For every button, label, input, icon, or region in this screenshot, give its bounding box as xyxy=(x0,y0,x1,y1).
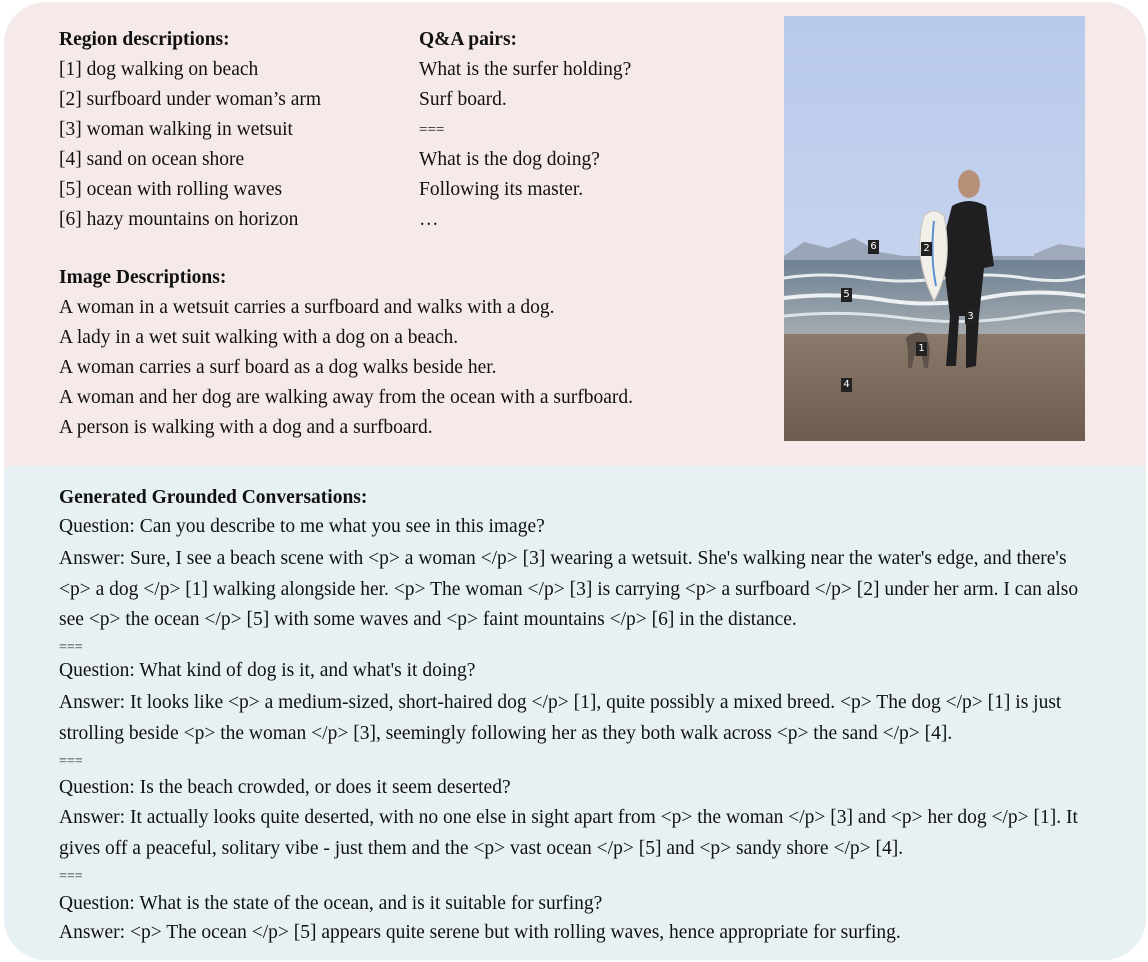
conversation-separator: === xyxy=(59,869,83,884)
conversation-answer: Answer: <p> The ocean </p> [5] appears quite serene but with rolling waves, hence appropriate for surfing. xyxy=(59,922,901,943)
region-item: [4] sand on ocean shore xyxy=(59,149,245,170)
qa-heading: Q&A pairs: xyxy=(419,29,518,50)
conversation-answer: Answer: It looks like <p> a medium-sized, short-haired dog </p> [1], quite possibly a mixed breed. <p> The dog </p> [1] is just strolling beside <p> the woman </p> [3], seemingly following her as they both walk across <p> the sand </p> [4]. xyxy=(59,692,1062,744)
qa-line: What is the surfer holding? xyxy=(419,59,632,80)
image-desc-item: A woman and her dog are walking away from the ocean with a surfboard. xyxy=(59,387,633,408)
image-desc-item: A person is walking with a dog and a surfboard. xyxy=(59,417,433,438)
region-tag: 5 xyxy=(841,288,852,302)
region-item: [6] hazy mountains on horizon xyxy=(59,209,299,230)
image-desc-item: A woman carries a surf board as a dog walks beside her. xyxy=(59,357,497,378)
conversation-separator: === xyxy=(59,640,83,655)
region-tag: 6 xyxy=(868,240,879,254)
region-item: [2] surfboard under woman’s arm xyxy=(59,89,322,110)
conversation-answer: Answer: It actually looks quite deserted, with no one else in sight apart from <p> the woman </p> [3] and <p> her dog </p> [1]. It gives off a peaceful, solitary vibe - just them and the <p> vast ocean </p> [5] and <p> sandy shore </p> [4]. xyxy=(59,807,1078,859)
conversation-question: Question: What is the state of the ocean, and is it suitable for surfing? xyxy=(59,893,603,914)
qa-line: Surf board. xyxy=(419,89,507,110)
qa-separator: === xyxy=(419,122,445,138)
conversation-heading: Generated Grounded Conversations: xyxy=(59,487,368,508)
region-tag: 2 xyxy=(921,242,932,256)
conversation-separator: === xyxy=(59,754,83,769)
conversation-answer: Answer: Sure, I see a beach scene with <p> a woman </p> [3] wearing a wetsuit. She's walking near the water's edge, and there's <p> a dog </p> [1] walking alongside her. <p> The woman </p> [3] is carrying <p> a surfboard </p> [2] under her arm. I can also see <p> the ocean </p> [5] with some waves and <p> faint mountains </p> [6] in the distance. xyxy=(59,548,1079,630)
image-desc-item: A woman in a wetsuit carries a surfboard and walks with a dog. xyxy=(59,297,555,318)
region-tag: 1 xyxy=(916,342,927,356)
image-desc-item: A lady in a wet suit walking with a dog on a beach. xyxy=(59,327,459,348)
qa-line: Following its master. xyxy=(419,179,584,200)
qa-ellipsis: … xyxy=(419,209,439,230)
region-tag: 4 xyxy=(841,378,852,392)
image-desc-heading: Image Descriptions: xyxy=(59,267,227,288)
bottom-panel xyxy=(4,466,1146,960)
top-panel xyxy=(4,2,1146,466)
figure-card xyxy=(4,2,1146,960)
beach-photo-illustration xyxy=(784,16,1085,441)
region-item: [3] woman walking in wetsuit xyxy=(59,119,293,140)
region-item: [5] ocean with rolling waves xyxy=(59,179,283,200)
beach-photo xyxy=(784,16,1085,441)
conversation-question: Question: What kind of dog is it, and what's it doing? xyxy=(59,660,476,681)
region-tag: 3 xyxy=(965,310,976,324)
region-item: [1] dog walking on beach xyxy=(59,59,259,80)
region-heading: Region descriptions: xyxy=(59,29,230,50)
conversation-question: Question: Is the beach crowded, or does it seem deserted? xyxy=(59,777,511,798)
qa-line: What is the dog doing? xyxy=(419,149,600,170)
conversation-question: Question: Can you describe to me what you see in this image? xyxy=(59,516,545,537)
